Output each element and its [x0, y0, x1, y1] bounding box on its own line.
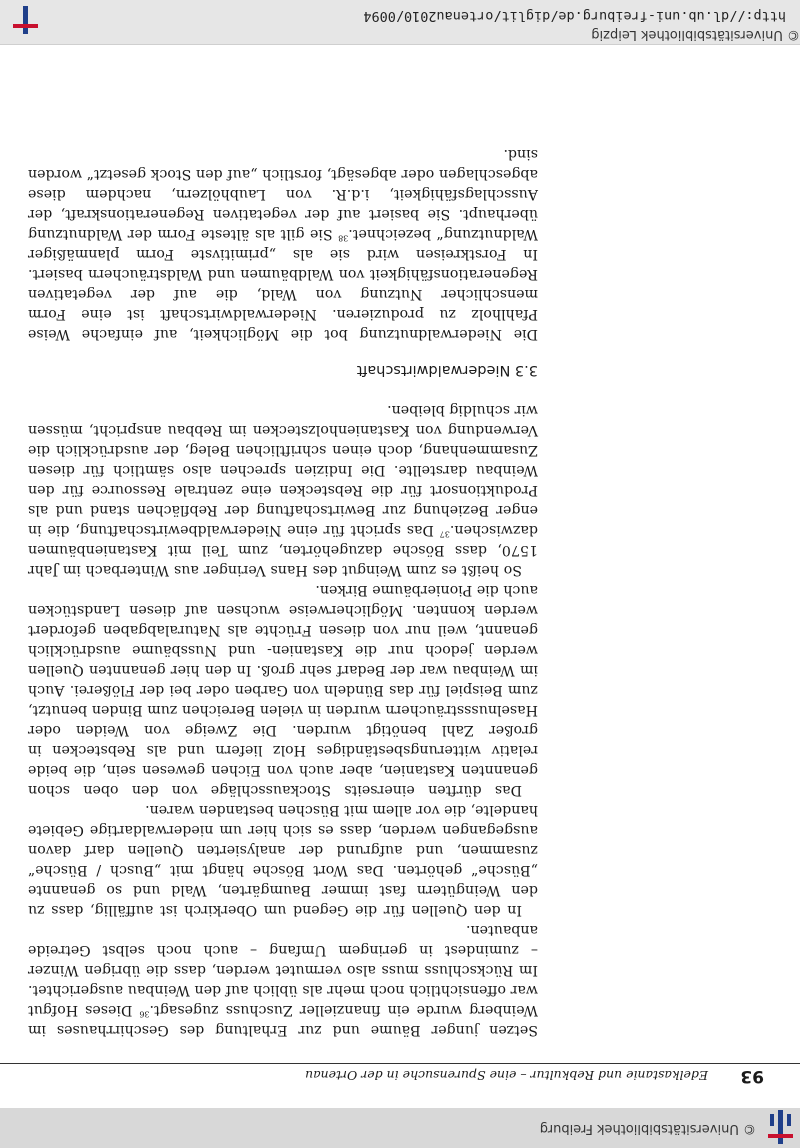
- footnote-ref: 36: [139, 1009, 150, 1019]
- body-paragraph: Die Niederwaldnutzung bot die Möglichkeit, auf einfache Weise Pfahlholz zu produzieren. Niederwaldwirtschaft ist eine Form menschlicher Nutzung von Wald, die auf der vegetativen Regenerationsfähigkeit von Waldbäumen und Waldsträuchern basiert. In Forstkreisen wird sie als „primitivste Form planmäßiger Waldnutzung“ bezeichnet.$^{38}$ Sie gilt als älteste Form der Waldnutzung überhaupt. Sie basiert auf der vegetativen Regenerationskraft, der Ausschlagsfähigkeit, i.d.R. von Laubhölzern, nachdem diese abgeschlagen oder abgesägt, forstlich „auf den Stock gesetzt“ worden sind.: [28, 146, 538, 342]
- body-paragraph: So heißt es zum Weingut des Hans Veringer aus Winterbach im Jahr 1570, dass Bösche dazugehörten, zum Teil mit Kastanienbäumen dazwischen.$^{37}$ Das spricht für eine Niederwaldbewirtschaftung, die in enger Beziehung zur Bewirtschaftung der Rebflächen stand und als Produktionsort für die Rebstecken eine zentrale Ressource für den Weinbau darstellte. Die Indizien sprechen also sämtlich für diesen Zusammenhang, doch einen schriftlichen Beleg, der ausdrücklich die Verwendung von Kastanienholzstecken im Rebbau anspricht, müssen wir schuldig bleiben.: [28, 402, 538, 578]
- footnote-ref: 38: [338, 233, 349, 243]
- body-paragraph: Setzen junger Bäume und zur Erhaltung des Geschirrhauses im Weinberg wurde ein finanzieller Zuschuss zugesagt.$^{36}$ Dieses Hofgut war offensichtlich noch mehr als üblich auf den Weinbau ausgerichtet. Im Rückschluss muss also vermutet werden, dass die übrigen Winzer – zumindest in geringem Umfang – auch noch selbst Getreide anbauten.: [28, 922, 538, 1038]
- university-logo-icon-secondary: [10, 4, 40, 38]
- section-heading: 3.3 Niederwaldwirtschaft: [356, 362, 538, 378]
- body-paragraph: In den Quellen für die Gegend um Oberkirch ist auffällig, dass zu den Weingütern fast immer Baumgärten, Wald und so genannte „Büsche“ gehörten. Das Wort Bösche hängt mit „Busch / Büsche“ zusammen, und aufgrund der analysierten Quellen darf davon ausgegangen werden, dass es sich hier um niederwaldartige Gebiete handelte, die vor allem mit Büschen bestanden waren.: [28, 802, 538, 918]
- footnote-ref: 37: [439, 529, 450, 539]
- body-paragraph: Das dürften einerseits Stockausschläge von den oben schon genannten Kastanien, aber auch von Eichen gewesen sein, die beide relativ witterungsbeständiges Holz liefern und als Rebstecken in großer Zahl benötigt wurden. Die Zweige von Weiden oder Haselnusssträuchern wurden in vielen Bereichen zum Binden benutzt, zum Beispiel für das Bündeln von Garben oder bei der Flößerei. Auch im Weinbau war der Bedarf sehr groß. In den hier genannten Quellen werden jedoch nur die Kastanien- und Nussbäume ausdrücklich genannt, weil nur von diesen Früchte als Naturalabgaben gefordert werden konnten. Möglicherweise wuchsen auf diesen Landstücken auch die Pionierbäume Birken.: [28, 582, 538, 798]
- university-logo-icon: [765, 1108, 795, 1146]
- header-rule: [0, 1063, 800, 1064]
- library-footer: [0, 1108, 800, 1148]
- strip-copyright: © Universitätsbibliothek Leipzig: [591, 27, 800, 42]
- library-header-strip: [0, 0, 800, 45]
- running-title: Edelkastanie und Rebkultur – eine Spurensuche in der Ortenau: [305, 1068, 708, 1083]
- running-header: [0, 1060, 800, 1086]
- article-body: [28, 144, 538, 1040]
- document-url: http://dl.ub.uni-freiburg.de/diglit/ortenau2010/0094: [363, 8, 786, 24]
- footer-copyright: © Universitätsbibliothek Freiburg: [539, 1121, 756, 1136]
- page-number: 93: [740, 1066, 764, 1086]
